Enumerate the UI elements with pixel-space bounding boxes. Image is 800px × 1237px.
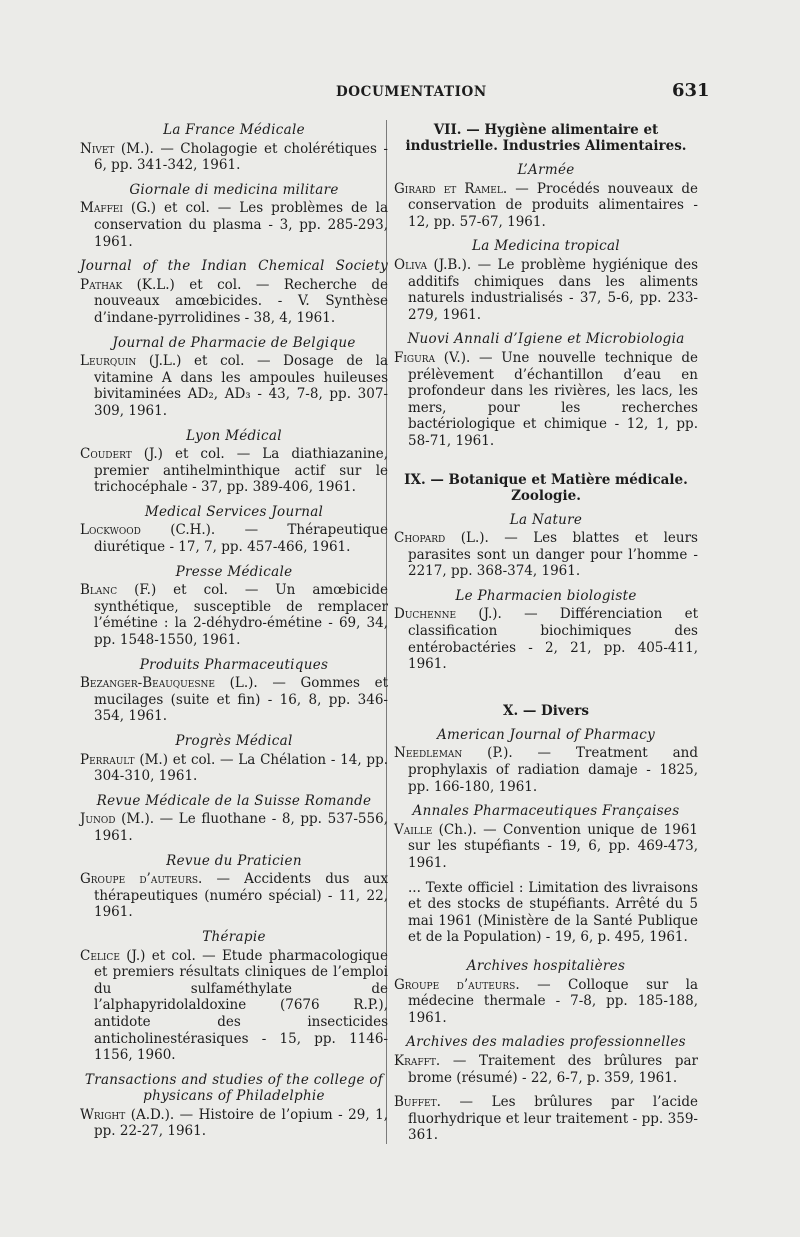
journal-heading: Thérapie	[202, 928, 266, 945]
journal-heading: Annales Pharmaceutiques Françaises	[412, 803, 680, 820]
author-name: Krafft.	[394, 1052, 441, 1069]
journal-heading: La Nature	[509, 511, 583, 528]
entry-text: (C.H.). — Thérapeutique diurétique - 17, 7, pp. 457-466, 1961.	[94, 522, 388, 556]
entry-text: — Les brûlures par l’acide fluorhydrique et leur traitement - pp. 359-361.	[408, 1094, 698, 1144]
author-name: Groupe d’auteurs.	[394, 976, 520, 993]
author-name: Junod	[80, 811, 116, 828]
entry-text: (G.) et col. — Les problèmes de la conservation du plasma - 3, pp. 285-293, 1961.	[94, 200, 388, 250]
entry-text: (J.). — Différenciation et classification biochimiques des entérobactéries - 2, 21, pp. 405-411, 1961.	[408, 606, 698, 673]
entry-text: — Traitement des brûlures par brome (résumé) - 22, 6-7, p. 359, 1961.	[408, 1052, 698, 1086]
bibliography-entry	[394, 1094, 698, 1144]
entry-text: (J.) et col. — La diathiazanine, premier antihelminthique actif sur le trichocéphale - 37, pp. 389-406, 1961.	[94, 446, 388, 496]
bibliography-entry	[394, 530, 698, 580]
author-name: Vaille	[394, 821, 433, 838]
author-name: Lockwood	[80, 522, 141, 539]
journal-heading: Presse Médicale	[175, 563, 293, 580]
journal-heading: Le Pharmacien biologiste	[455, 587, 637, 604]
bibliography-entry	[80, 871, 388, 921]
author-name: Wright	[80, 1106, 126, 1123]
bibliography-entry	[394, 350, 698, 450]
entry-text: (F.) et col. — Un amœbicide synthétique, susceptible de remplacer l’émétine : la 2-déhydro-émétine - 69, 34, pp. 1548-1550, 1961.	[94, 582, 388, 649]
author-name: Bezanger-Beauquesne	[80, 675, 215, 692]
bibliography-entry	[394, 181, 698, 231]
journal-heading: Progrès Médical	[175, 733, 293, 749]
bibliography-entry	[394, 1053, 698, 1086]
page-number: 631	[672, 80, 710, 101]
author-name: Buffet.	[394, 1094, 441, 1111]
journal-heading: La France Médicale	[163, 122, 305, 138]
author-name: Chopard	[394, 530, 446, 547]
author-name: Maffei	[80, 200, 123, 217]
bibliography-entry	[80, 948, 388, 1064]
entry-text: (J.L.) et col. — Dosage de la vitamine A dans les ampoules huileuses bivitaminées AD₂, AD₃ - 43, 7-8, pp. 307-309, 1961.	[94, 353, 388, 419]
page-header	[0, 80, 800, 106]
author-name: Girard et Ramel.	[394, 180, 508, 197]
journal-heading: Produits Pharmaceutiques	[139, 656, 329, 673]
bibliography-entry	[80, 277, 388, 327]
bibliography-entry	[394, 257, 698, 323]
bibliography-entry	[394, 606, 698, 672]
entry-text: (K.L.) et col. — Recherche de nouveaux amœbicides. - V. Synthèse d’indane-pyrrolidines - 38, 4, 1961.	[94, 276, 388, 326]
author-name: Needleman	[394, 745, 463, 762]
journal-heading: La Medicina tropical	[472, 238, 620, 255]
author-name: Blanc	[80, 582, 118, 599]
left-column	[80, 122, 388, 1148]
entry-text: (M.). — Cholagogie et cholérétiques - 6, pp. 341-342, 1961.	[94, 140, 388, 174]
bibliography-entry	[80, 752, 388, 785]
author-name: Perrault	[80, 751, 135, 768]
entry-text: (M.) et col. — La Chélation - 14, pp. 304-310, 1961.	[94, 751, 388, 785]
bibliography-entry	[80, 675, 388, 725]
author-name: Celice	[80, 947, 120, 964]
right-column	[394, 122, 698, 1152]
entry-text: (L.). — Gommes et mucilages (suite et fin) - 16, 8, pp. 346-354, 1961.	[94, 675, 388, 725]
journal-heading: Revue Médicale de la Suisse Romande	[96, 792, 372, 809]
journal-heading: Giornale di medicina militare	[129, 181, 339, 198]
journal-heading: Revue du Praticien	[166, 852, 302, 869]
journal-heading: Transactions and studies of the college of physicans of Philadelphie	[84, 1071, 384, 1105]
journal-heading: Lyon Médical	[186, 427, 282, 444]
bibliography-entry	[80, 141, 388, 174]
journal-heading: Journal of the Indian Chemical Society	[80, 258, 388, 275]
bibliography-entry	[80, 353, 388, 419]
entry-text: — Colloque sur la médecine thermale - 7-8, pp. 185-188, 1961.	[408, 976, 698, 1026]
bibliography-entry	[394, 822, 698, 872]
official-text-note: ... Texte officiel : Limitation des livraisons et des stocks de stupéfiants. Arrêté du 5 mai 1961 (Ministère de la Santé Publique et de la Population) - 19, 6, p. 495, 1961.	[408, 879, 698, 946]
entry-text: (A.D.). — Histoire de l’opium - 29, 1, pp. 22-27, 1961.	[94, 1106, 388, 1140]
bibliography-entry	[80, 446, 388, 496]
author-name: Groupe d’auteurs.	[80, 871, 203, 888]
journal-heading: Medical Services Journal	[144, 503, 324, 520]
author-name: Nivet	[80, 140, 115, 157]
bibliography-entry	[80, 200, 388, 250]
author-name: Coudert	[80, 446, 132, 463]
entry-text: — Procédés nouveaux de conservation de produits alimentaires - 12, pp. 57-67, 1961.	[408, 180, 699, 230]
section-heading: IX. — Botanique et Matière médicale. Zoologie.	[404, 471, 688, 504]
entry-text: (P.). — Treatment and prophylaxis of radiation damaje - 1825, pp. 166-180, 1961.	[408, 745, 698, 795]
journal-heading: Archives hospitalières	[466, 957, 626, 974]
bibliography-entry	[80, 582, 388, 648]
author-name: Duchenne	[394, 606, 457, 623]
entry-text: (L.). — Les blattes et leurs parasites sont un danger pour l’homme - 2217, pp. 368-374, 1961.	[408, 530, 698, 580]
entry-text: (J.B.). — Le problème hygiénique des additifs chimiques dans les aliments naturels industrialisés - 37, 5-6, pp. 233-279, 1961.	[408, 256, 698, 323]
section-heading: VII. — Hygiène alimentaire et industrielle. Industries Alimentaires.	[405, 122, 687, 154]
journal-heading: Archives des maladies professionnelles	[406, 1034, 686, 1051]
journal-heading: Journal de Pharmacie de Belgique	[112, 334, 356, 351]
bibliography-entry	[80, 1107, 388, 1140]
running-title: DOCUMENTATION	[336, 84, 487, 100]
entry-text: (V.). — Une nouvelle technique de prélèvement d’échantillon d’eau en profondeur dans les rivières, les lacs, les mers, pour les recherches bactériologique et chimique - 12, 1, pp. 58-71, 1961.	[408, 349, 698, 449]
bibliography-entry	[80, 522, 388, 555]
author-name: Pathak	[80, 276, 123, 293]
journal-heading: L’Armée	[517, 162, 575, 178]
author-name: Leurquin	[80, 353, 137, 370]
section-heading: X. — Divers	[502, 702, 590, 719]
bibliography-entry	[394, 977, 698, 1027]
entry-text: (M.). — Le fluothane - 8, pp. 537-556, 1961.	[94, 811, 388, 844]
journal-heading: American Journal of Pharmacy	[436, 726, 656, 743]
author-name: Oliva	[394, 256, 427, 273]
entry-text: (J.) et col. — Etude pharmacologique et premiers résultats cliniques de l’emploi du sulfaméthylate de l’alphapyridolaldoxine (7676 R.P.), antidote des insecticides anticholinestérasiques - 15, pp. 1146-1156, 1960.	[94, 947, 388, 1064]
author-name: Figura	[394, 349, 435, 366]
bibliography-entry	[394, 745, 698, 795]
journal-heading: Nuovi Annali d’Igiene et Microbiologia	[407, 331, 685, 348]
entry-text: (Ch.). — Convention unique de 1961 sur les stupéfiants - 19, 6, pp. 469-473, 1961.	[408, 821, 698, 871]
entry-text: — Accidents dus aux thérapeutiques (numéro spécial) - 11, 22, 1961.	[94, 871, 388, 921]
bibliography-entry	[80, 811, 388, 844]
